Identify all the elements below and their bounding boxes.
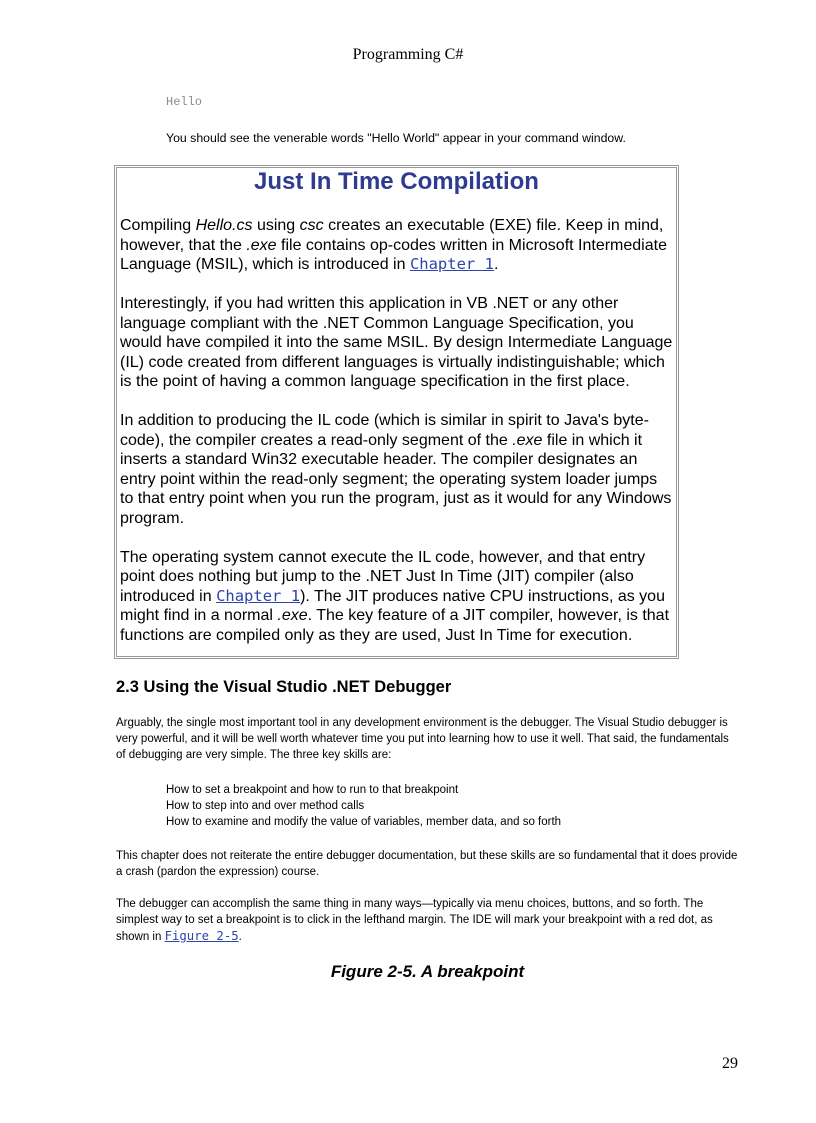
code-output: Hello: [166, 95, 203, 109]
jit-sidebar-box: [114, 165, 679, 659]
sidebar-paragraph-4: The operating system cannot execute the IL code, however, and that entry point does nothing but jump to the .NET Just In Time (JIT) compiler (also introduced in Chapter 1). The JIT produces native CPU instructions, as you might find in a normal .exe. The key feature of a JIT compiler, however, is that functions are compiled only as they are used, Just In Time for execution.: [120, 548, 670, 644]
sidebar-title: Just In Time Compilation: [254, 168, 539, 195]
figure-2-5-link[interactable]: Figure 2-5: [164, 929, 239, 943]
list-item: How to set a breakpoint and how to run to that breakpoint: [166, 784, 459, 796]
sidebar-paragraph-1: Compiling Hello.cs using csc creates an executable (EXE) file. Keep in mind, however, that the .exe file contains op-codes written in Microsoft Intermediate Language (MSIL), which is introduced in Chapter 1.: [120, 217, 667, 273]
sidebar-body: [120, 216, 674, 665]
crash-course-paragraph: This chapter does not reiterate the entire debugger documentation, but these skills are so fundamental that it does provide a crash (pardon the expression) course.: [116, 850, 738, 878]
list-item: How to step into and over method calls: [166, 800, 365, 812]
sidebar-paragraph-3: In addition to producing the IL code (which is similar in spirit to Java's byte-code), the compiler creates a read-only segment of the .exe file in which it inserts a standard Win32 executable header. The compiler designates an entry point within the read-only segment; the operating system loader jumps to that entry point when you run the program, just as it would for any Windows program.: [120, 412, 672, 527]
running-header: Programming C#: [352, 46, 464, 63]
key-skills-list: [166, 782, 726, 830]
intro-paragraph: You should see the venerable words "Hello World" appear in your command window.: [166, 131, 626, 145]
section-heading: 2.3 Using the Visual Studio .NET Debugger: [116, 678, 452, 696]
chapter-1-link[interactable]: Chapter 1: [409, 255, 494, 273]
debugger-intro-paragraph: Arguably, the single most important tool in any development environment is the debugger. The Visual Studio debugger is very powerful, and it will be well worth whatever time you put into learning how to use it well. That said, the fundamentals of debugging are very simple. The three key skills are:: [116, 717, 729, 761]
page-number: 29: [722, 1055, 738, 1072]
list-item: How to examine and modify the value of variables, member data, and so forth: [166, 816, 562, 828]
sidebar-paragraph-2: Interestingly, if you had written this application in VB .NET or any other language compliant with the .NET Common Language Specification, you would have compiled it into the same MSIL. By design Intermediate Language (IL) code created from different languages is virtually indistinguishable; which is the point of having a common language specification in the first place.: [120, 295, 673, 390]
breakpoint-paragraph: The debugger can accomplish the same thing in many ways—typically via menu choices, buttons, and so forth. The simplest way to set a breakpoint is to click in the lefthand margin. The IDE will mark your breakpoint with a red dot, as shown in Figure 2-5.: [116, 898, 713, 943]
figure-caption: Figure 2-5. A breakpoint: [330, 962, 525, 981]
chapter-1-link[interactable]: Chapter 1: [216, 586, 301, 605]
